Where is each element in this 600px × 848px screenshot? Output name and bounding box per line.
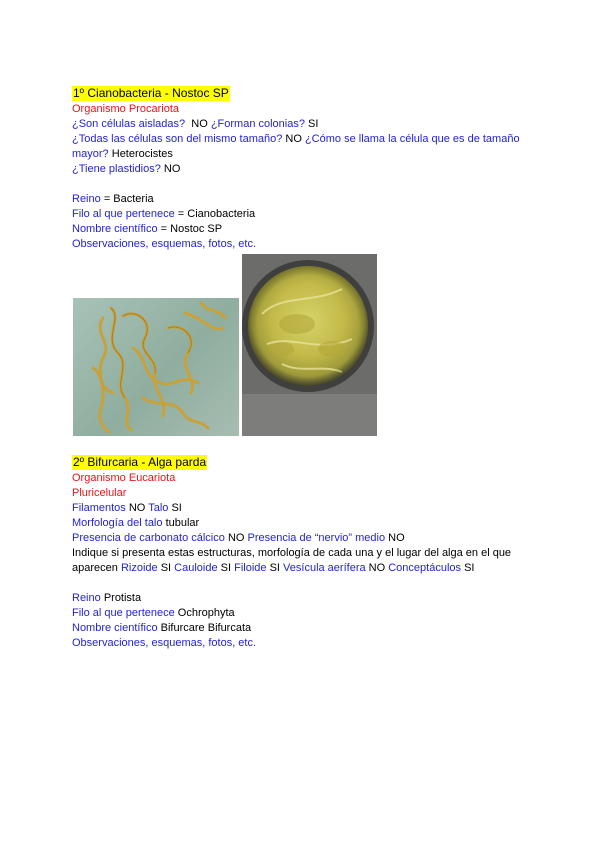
section2-estructuras — [72, 546, 532, 576]
section2-filamentos-line — [72, 501, 532, 516]
nombre-label: Nombre científico — [72, 223, 158, 235]
spacer — [72, 576, 532, 591]
talo-label: Talo — [148, 502, 169, 514]
carbonato-value: NO — [227, 532, 245, 544]
morfologia-label: Morfología del talo — [72, 517, 163, 529]
filo-value: = Cianobacteria — [177, 208, 256, 220]
section1-q3-line — [72, 132, 532, 162]
section1-q1-line — [72, 117, 532, 132]
question-tamano: ¿Todas las células son del mismo tamaño? — [72, 133, 283, 145]
section1-title: 1º Cianobacteria - Nostoc SP — [73, 86, 229, 100]
section1-reino-line — [72, 192, 532, 207]
morfologia-value: tubular — [165, 517, 200, 529]
section2-reino-line — [72, 591, 532, 606]
conceptaculos-label: Conceptáculos — [388, 562, 462, 574]
section1-title-line — [72, 86, 532, 102]
nombre-label: Nombre científico — [72, 622, 158, 634]
filamentos-value: NO — [128, 502, 146, 514]
filo-label: Filo al que pertenece — [72, 208, 175, 220]
rizoide-label: Rizoide — [120, 562, 158, 574]
section2-observaciones: Observaciones, esquemas, fotos, etc. — [72, 637, 257, 649]
answer-celula-mayor: Heterocistes — [111, 148, 173, 160]
question-celula-mayor: ¿Cómo se llama la célula que es de tamaño mayor? — [72, 133, 520, 160]
section2-title: 2º Bifurcaria - Alga parda — [73, 455, 207, 469]
photos-row — [72, 254, 532, 444]
section2-organism: Organismo Eucariota — [72, 472, 176, 484]
nombre-value: = Nostoc SP — [160, 223, 223, 235]
nombre-value: Bifurcare Bifurcata — [160, 622, 252, 634]
indique-text: Indique si presenta estas estructuras, morfología de cada una y el lugar del alga en el que aparecen — [72, 547, 512, 574]
question-colonias: ¿Forman colonias? — [210, 118, 305, 130]
section2 — [72, 455, 532, 651]
answer-colonias: SI — [308, 118, 319, 130]
filoide-value: SI — [269, 562, 280, 574]
section1-nombre-line — [72, 222, 532, 237]
carbonato-label: Presencia de carbonato cálcico — [72, 532, 225, 544]
answer-aisladas: NO — [191, 118, 208, 130]
answer-plastidios: NO — [163, 163, 181, 175]
answer-tamano: NO — [285, 133, 302, 145]
question-aisladas: ¿Son células aisladas? — [72, 118, 186, 130]
nervio-value: NO — [388, 532, 405, 544]
cauloide-value: SI — [220, 562, 232, 574]
reino-label: Reino — [72, 193, 101, 205]
document-content — [72, 86, 532, 651]
vesicula-value: NO — [368, 562, 386, 574]
filamentos-label: Filamentos — [72, 502, 126, 514]
section2-carbonato-line — [72, 531, 532, 546]
section1-filo-line — [72, 207, 532, 222]
conceptaculos-value: SI — [464, 562, 475, 574]
cauloide-label: Cauloide — [174, 562, 218, 574]
reino-label: Reino — [72, 592, 101, 604]
section2-morfologia-line — [72, 516, 532, 531]
question-plastidios: ¿Tiene plastidios? — [72, 163, 161, 175]
section1-observaciones: Observaciones, esquemas, fotos, etc. — [72, 238, 257, 250]
reino-value: = Bacteria — [103, 193, 154, 205]
nervio-label: Presencia de “nervio” medio — [247, 532, 386, 544]
section2-pluricelular: Pluricelular — [72, 487, 127, 499]
talo-value: SI — [171, 502, 182, 514]
filo-label: Filo al que pertenece — [72, 607, 175, 619]
microscope-view-photo — [242, 254, 377, 436]
filo-value: Ochrophyta — [177, 607, 235, 619]
section2-nombre-line — [72, 621, 532, 636]
spacer — [72, 177, 532, 192]
filoide-label: Filoide — [234, 562, 267, 574]
rizoide-value: SI — [160, 562, 172, 574]
section2-title-line — [72, 455, 532, 471]
section1-q5-line — [72, 162, 532, 177]
vesicula-label: Vesícula aerífera — [283, 562, 366, 574]
section1-organism: Organismo Procariota — [72, 103, 179, 115]
nostoc-filaments-photo — [73, 298, 239, 436]
reino-value: Protista — [103, 592, 142, 604]
section2-filo-line — [72, 606, 532, 621]
